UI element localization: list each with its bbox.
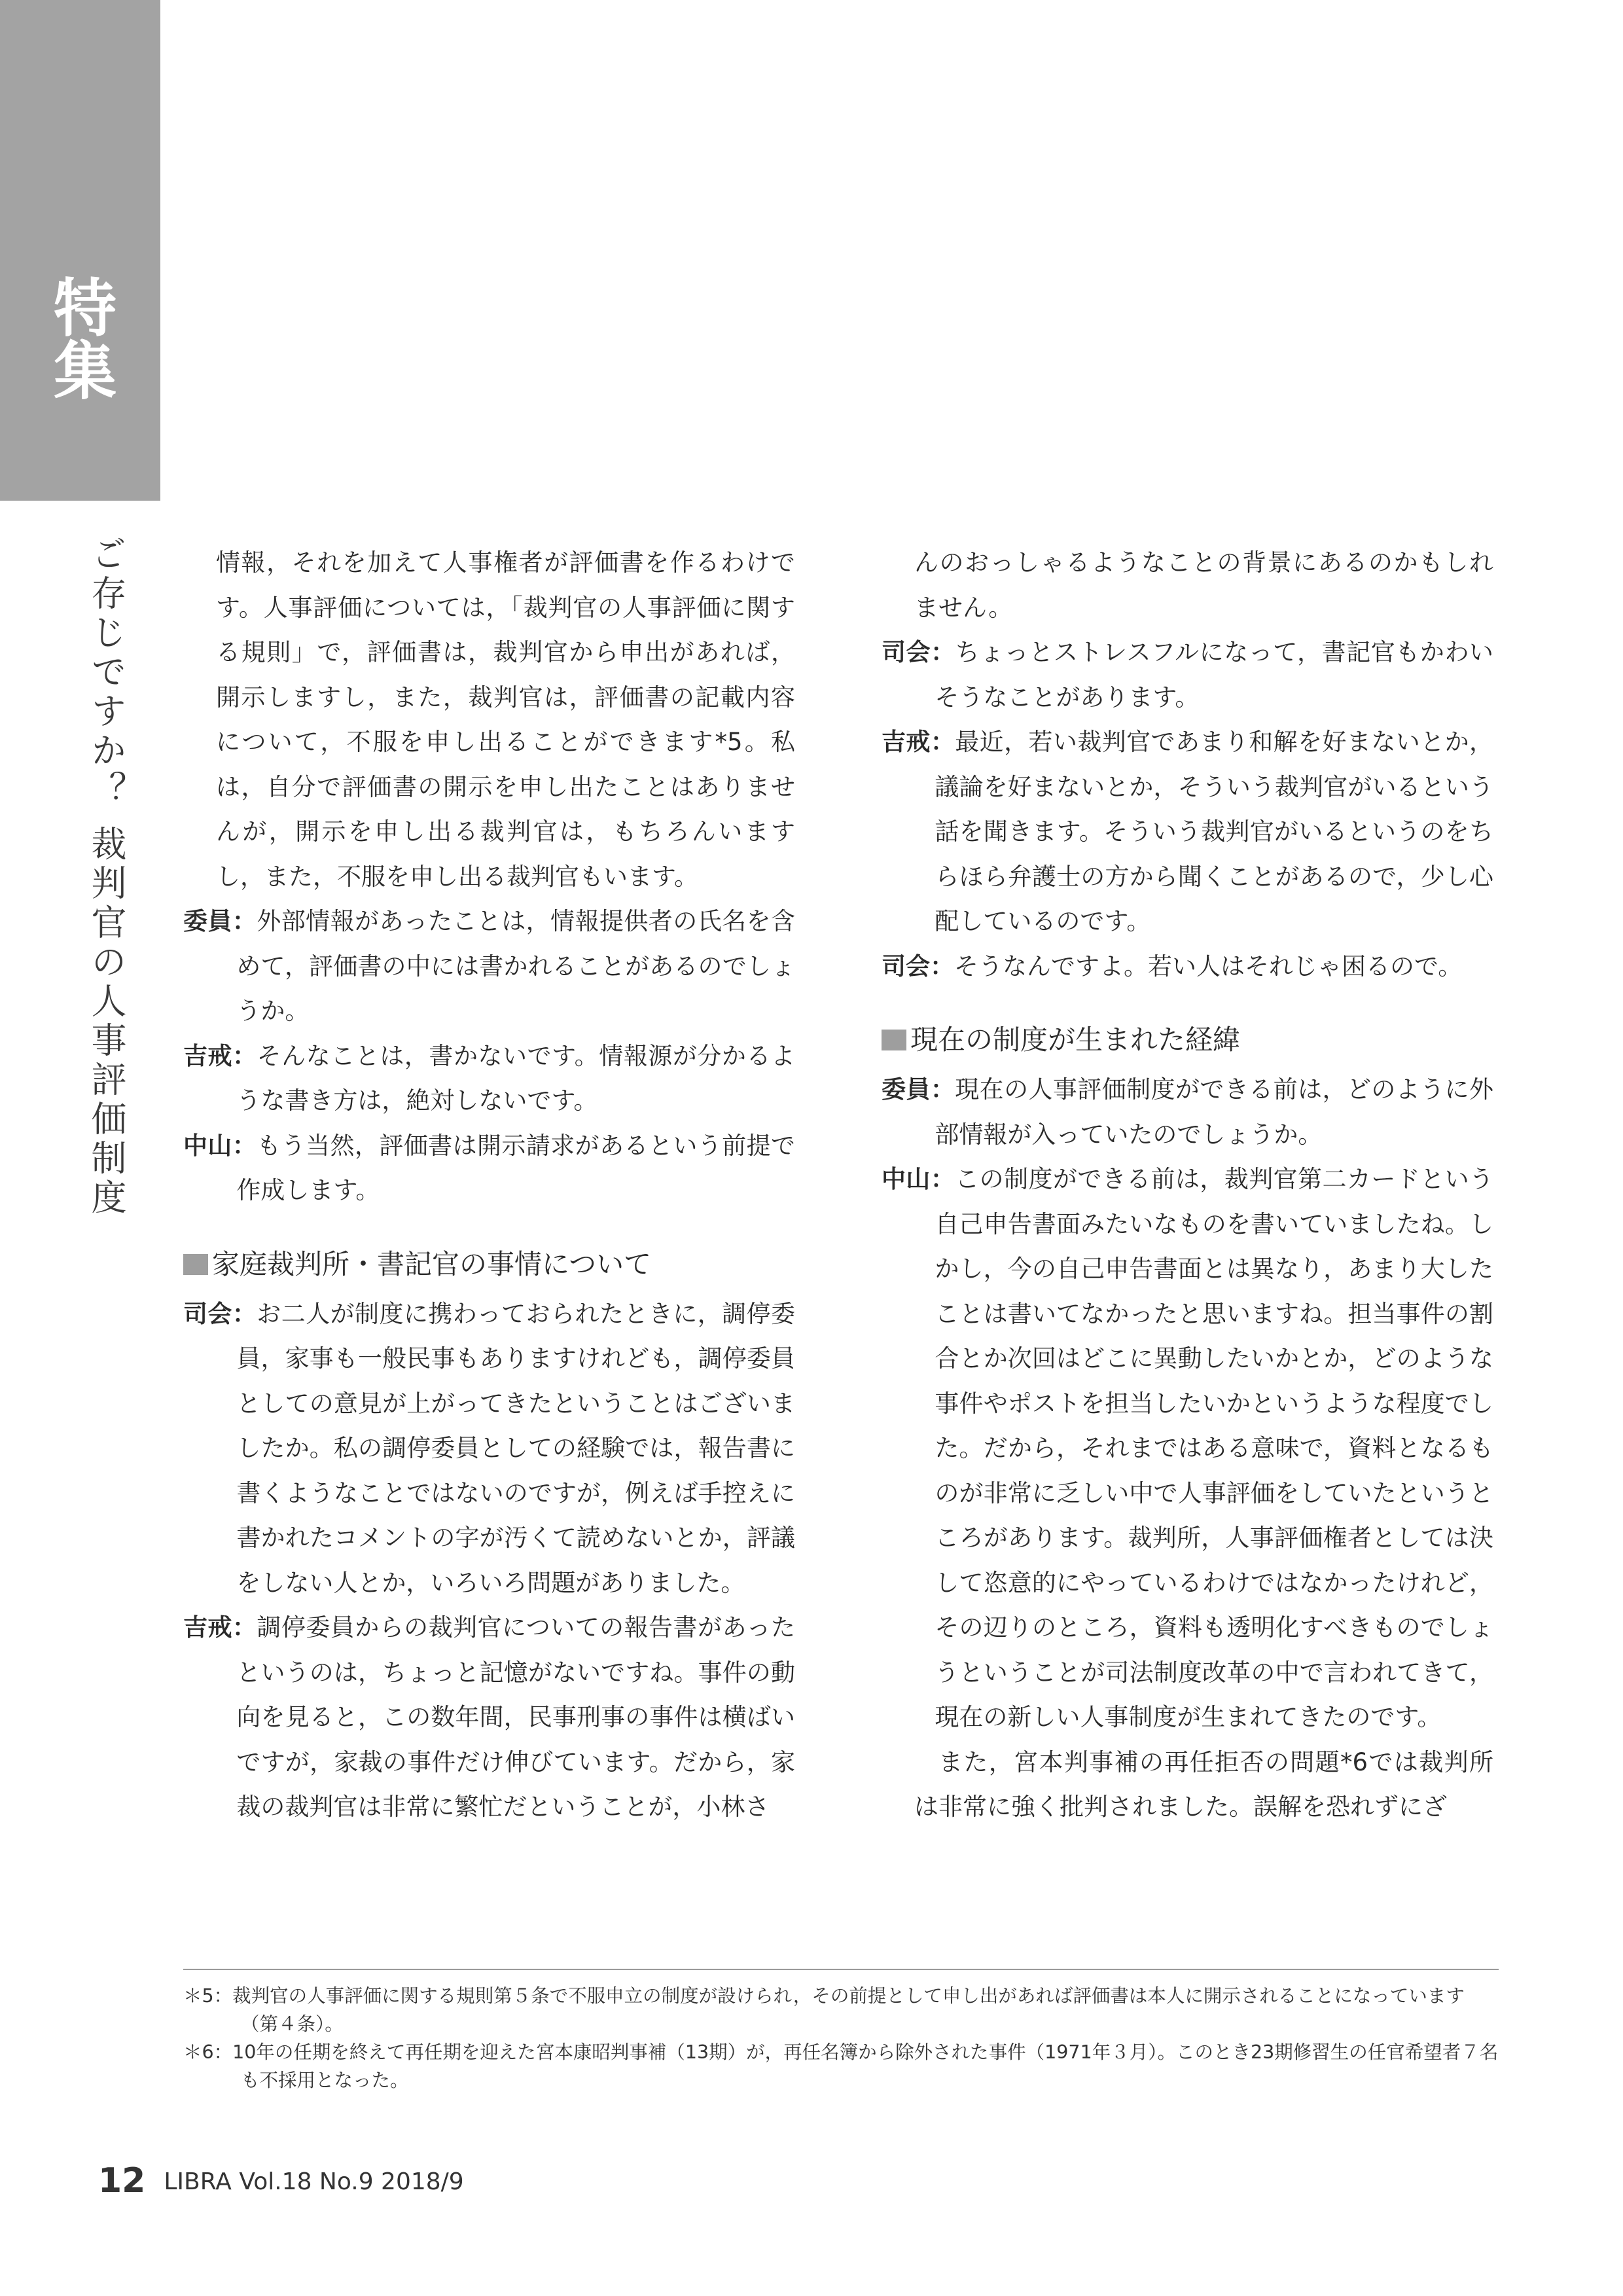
left-column [183, 541, 795, 1830]
section-heading [183, 1241, 795, 1288]
dialogue-paragraph [882, 541, 1493, 630]
dialogue-paragraph [183, 1124, 795, 1213]
paragraph-text: 最近，若い裁判官であまり和解を好まないとか，議論を好まないとか，そういう裁判官がいるという話を聞きます。そういう裁判官がいるというのをちらほら弁護士の方から聞くことがあるので，少し心配しているのです。 [935, 728, 1493, 935]
speaker-label: 中山： [882, 1165, 955, 1193]
footnotes [183, 1982, 1499, 2094]
footnote-divider [183, 1969, 1499, 1970]
heading-square-icon [882, 1030, 906, 1050]
speaker-label: 委員： [882, 1075, 955, 1103]
section-heading [882, 1016, 1493, 1064]
section-heading-text: 家庭裁判所・書記官の事情について [212, 1247, 652, 1280]
page-footer [98, 2161, 464, 2200]
speaker-label: 吉戒： [183, 1613, 257, 1641]
paragraph-text: この制度ができる前は，裁判官第二カードという自己申告書面みたいなものを書いていましたね。しかし，今の自己申告書面とは異なり，あまり大したことは書いてなかったと思いますね。担当事件の割合とか次回はどこに異動したいかとか，どのような事件やポストを担当したいかというような程度でした。だから，それまではある意味で，資料となるものが非常に乏しい中で人事評価をしていたというところがあります。裁判所，人事評価権者としては決して恣意的にやっているわけではなかったけれど，その辺りのところ，資料も透明化すべきものでしょうということが司法制度改革の中で言われてきて，現在の新しい人事制度が生まれてきたのです。 [935, 1165, 1493, 1731]
paragraph-text: 調停委員からの裁判官についての報告書があったというのは，ちょっと記憶がないですね。事件の動向を見ると，この数年間，民事刑事の事件は横ばいですが，家裁の事件だけ伸びています。だから，家裁の裁判官は非常に繁忙だということが，小林さ [236, 1613, 795, 1821]
heading-square-icon [183, 1254, 208, 1275]
paragraph-text: そんなことは，書かないです。情報源が分かるような書き方は，絶対しないです。 [236, 1041, 795, 1115]
paragraph-text: 外部情報があったことは，情報提供者の氏名を含めて，評価書の中には書かれることがあるのでしょうか。 [236, 907, 795, 1025]
paragraph-text: そうなんですよ。若い人はそれじゃ困るので。 [954, 952, 1463, 980]
paragraph-text: んのおっしゃるようなことの背景にあるのかもしれません。 [914, 548, 1493, 622]
speaker-label: 司会： [882, 638, 955, 666]
speaker-label: 吉戒： [183, 1041, 257, 1070]
footnote-5: ＊5：裁判官の人事評価に関する規則第５条で不服申立の制度が設けられ，その前提として申し出があれば評価書は本人に開示されることになっています（第４条）。 [183, 1985, 1465, 2035]
dialogue-paragraph [183, 1292, 795, 1606]
dialogue-paragraph [882, 944, 1493, 990]
dialogue-paragraph [882, 720, 1493, 944]
dialogue-paragraph [183, 541, 795, 899]
speaker-label: 委員： [183, 907, 257, 935]
dialogue-paragraph [183, 1605, 795, 1830]
dialogue-paragraph [183, 899, 795, 1034]
paragraph-text: お二人が制度に携わっておられたときに，調停委員，家事も一般民事もありますけれども，調停委員としての意見が上がってきたということはございましたか。私の調停委員としての経験では，報告書に書くようなことではないのですが，例えば手控えに書かれたコメントの字が汚くて読めないとか，評議をしない人とか，いろいろ問題がありました。 [236, 1299, 795, 1597]
paragraph-text: ちょっとストレスフルになって，書記官もかわいそうなことがあります。 [935, 638, 1494, 711]
page-number: 12 [98, 2161, 146, 2200]
dialogue-paragraph [183, 1034, 795, 1124]
speaker-label: 中山： [183, 1131, 257, 1160]
paragraph-text: また，宮本判事補の再任拒否の問題*6では裁判所は非常に強く批判されました。誤解を恐れずにざ [914, 1748, 1493, 1821]
paragraph-text: 情報，それを加えて人事権者が評価書を作るわけです。人事評価については，「裁判官の人事評価に関する規則」で，評価書は，裁判官から申出があれば，開示しますし，また，裁判官は，評価書の記載内容について，不服を申し出ることができます*5。私は，自分で評価書の開示を申し出たことはありませんが，開示を申し出る裁判官は，もちろんいますし，また，不服を申し出る裁判官もいます。 [216, 548, 795, 891]
paragraph-text: 現在の人事評価制度ができる前は，どのように外部情報が入っていたのでしょうか。 [935, 1075, 1493, 1149]
feature-tab [0, 0, 160, 501]
speaker-label: 吉戒： [882, 728, 955, 756]
dialogue-paragraph [882, 630, 1493, 720]
footnote-6: ＊6：10年の任期を終えて再任期を迎えた宮本康昭判事補（13期）が，再任名簿から除外された事件（1971年３月）。このとき23期修習生の任官希望者７名も不採用となった。 [183, 2041, 1499, 2091]
section-heading-text: 現在の制度が生まれた経緯 [910, 1024, 1241, 1056]
right-column [882, 541, 1493, 1830]
speaker-label: 司会： [183, 1299, 257, 1328]
dialogue-paragraph [882, 1067, 1493, 1157]
speaker-label: 司会： [882, 952, 954, 980]
paragraph-text: もう当然，評価書は開示請求があるという前提で作成します。 [236, 1131, 795, 1204]
publication-info: LIBRA Vol.18 No.9 2018/9 [164, 2168, 464, 2195]
feature-tab-label: 特集 [43, 275, 117, 401]
dialogue-paragraph [882, 1740, 1493, 1830]
vertical-article-title: ご存じですか？ 裁判官の人事評価制度 [86, 535, 127, 1219]
dialogue-paragraph [882, 1157, 1493, 1740]
